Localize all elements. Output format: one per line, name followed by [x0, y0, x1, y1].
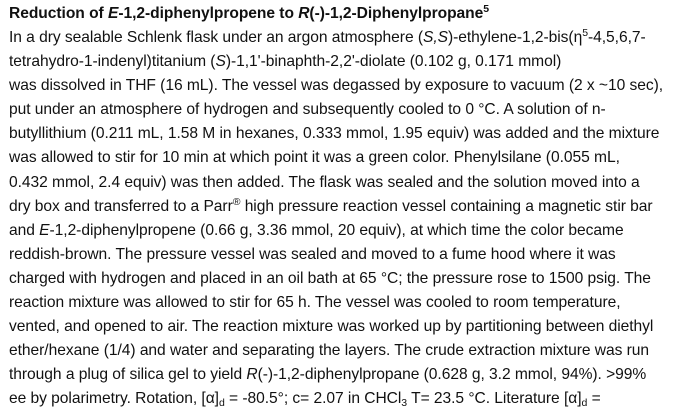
line-1-text-c: )-ethylene-1,2-bis(η — [447, 29, 583, 46]
title-stereo-e: E — [107, 5, 119, 22]
body-line-10: reddish-brown. The pressure vessel was sealed and moved to a fume hood where it was — [9, 245, 616, 263]
line-1-stereo-ss: S,S — [423, 29, 448, 46]
literature-subscript-d: d — [581, 397, 588, 410]
registered-mark: ® — [232, 195, 241, 208]
line-2-stereo-s: S — [215, 53, 226, 71]
line-1-text-a: In a dry sealable Schlenk flask under an argon atmosphere ( — [9, 29, 423, 46]
title-reference-superscript: 5 — [483, 3, 490, 15]
line-2-text-c: )-1,1'-binaphth-2,2'-diolate (0.102 g, 0.171 mmol) — [225, 53, 562, 71]
line-15-text-c: (-)-1,2-diphenylpropane (0.628 g, 3.2 mmol, 94%). >99% — [257, 366, 647, 384]
body-line-5: butyllithium (0.211 mL, 1.58 M in hexanes, 0.333 mmol, 1.95 equiv) was added and the mixture — [9, 125, 660, 143]
body-line-16 — [9, 387, 680, 411]
line-16-text-g: = — [587, 390, 601, 408]
line-1-text-e: -4,5,6,7- — [588, 29, 646, 46]
body-line-15 — [9, 363, 680, 387]
document-title — [9, 2, 680, 26]
body-line-6: was allowed to stir for 10 min at which point it was a green color. Phenylsilane (0.055 mL, — [9, 149, 620, 167]
title-text-3: (-)-1,2-Diphenylpropane — [309, 5, 484, 22]
line-1-eta-superscript: 5 — [582, 27, 588, 39]
line-16-text-e: T= 23.5 °C. Literature [α] — [407, 390, 582, 408]
body-line-8 — [9, 195, 680, 219]
body-line-11: charged with hydrogen and placed in an oil bath at 65 °C; the pressure rose to 1500 psig. The — [9, 269, 651, 287]
line-16-text-a: ee by polarimetry. Rotation, [α] — [9, 390, 219, 408]
title-text-2: -1,2-diphenylpropene to — [118, 5, 299, 22]
body-line-13: vented, and opened to air. The reaction mixture was worked up by partitioning between diethyl — [9, 318, 654, 336]
line-15-text-a: through a plug of silica gel to yield — [9, 366, 247, 384]
body-line-9 — [9, 219, 680, 243]
body-line-3: was dissolved in THF (16 mL). The vessel was degassed by exposure to vacuum (2 x ~10 sec), — [9, 77, 664, 95]
line-9-stereo-e: E — [39, 221, 50, 239]
body-line-14: ether/hexane (1/4) and water and separating the layers. The crude extraction mixture was run — [9, 342, 650, 360]
line-2-text-a: tetrahydro-1-indenyl)titanium ( — [9, 53, 216, 71]
body-line-7: 0.432 mmol, 2.4 equiv) was then added. The flask was sealed and the solution moved into a — [9, 173, 640, 191]
title-stereo-r: R — [298, 5, 310, 22]
line-9-text-a: and — [9, 221, 40, 239]
line-8-text-a: dry box and transferred to a Parr — [9, 197, 233, 215]
body-line-1 — [9, 26, 680, 50]
body-line-4: put under an atmosphere of hydrogen and subsequently cooled to 0 °C. A solution of n- — [9, 101, 606, 119]
line-9-text-c: -1,2-diphenylpropene (0.66 g, 3.36 mmol, 20 equiv), at which time the color became — [49, 221, 624, 239]
line-15-stereo-r: R — [246, 366, 258, 384]
line-16-text-c: = -80.5°; c= 2.07 in CHCl — [224, 390, 402, 408]
chcl3-subscript: 3 — [401, 397, 408, 410]
body-line-12: reaction mixture was allowed to stir for 65 h. The vessel was cooled to room temperature, — [9, 294, 621, 312]
rotation-subscript-d: d — [218, 397, 225, 410]
line-8-text-c: high pressure reaction vessel containing a magnetic stir bar — [240, 197, 653, 215]
body-line-2 — [9, 50, 680, 74]
title-text-1: Reduction of — [9, 5, 108, 22]
